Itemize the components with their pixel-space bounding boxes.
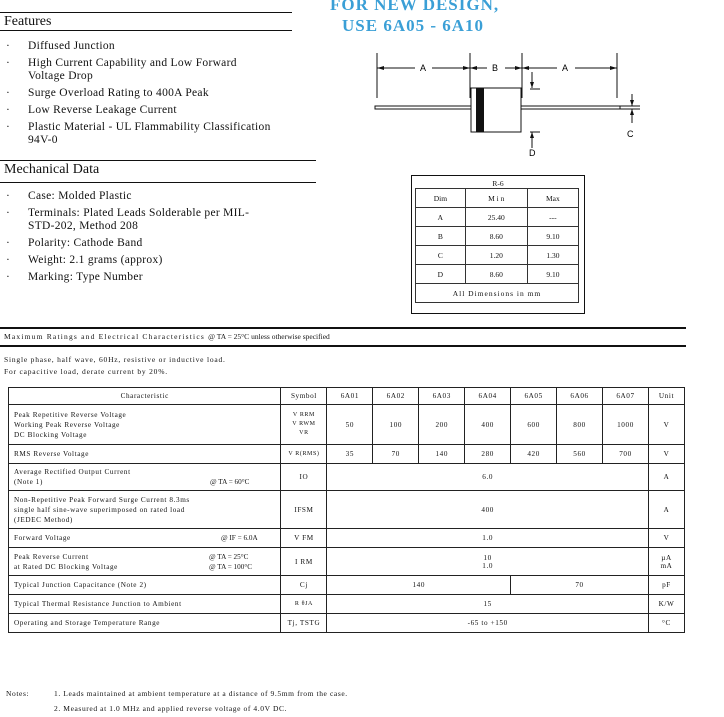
notes-line [6, 686, 348, 701]
unit-cell: V [648, 529, 684, 548]
dimensions-table [411, 175, 585, 314]
table-header-row [9, 388, 685, 405]
dim-cell: 9.10 [527, 227, 578, 246]
features-item: · Diffused Junction [4, 40, 274, 53]
characteristic-text: at Rated DC Blocking Voltage [14, 562, 118, 571]
symbol-cell: IO [281, 464, 327, 491]
symbol-cell: Cj [281, 576, 327, 595]
mechanical-item: · Marking: Type Number [4, 271, 254, 284]
symbol-text: V RWM [292, 421, 316, 427]
value-cell [327, 548, 649, 576]
features-list [4, 40, 274, 151]
dim-cell: D [416, 265, 466, 284]
symbol-cell [281, 405, 327, 445]
value-cell: -65 to +150 [327, 614, 649, 633]
value-cell: 70 [373, 445, 419, 464]
characteristic-text: (JEDEC Method) [14, 515, 73, 524]
ratings-condition: @ TA = 25°C unless otherwise specified [208, 332, 330, 341]
dim-cell: 1.30 [527, 246, 578, 265]
characteristic-text: (Note 1) [14, 478, 43, 486]
characteristic-text: Forward Voltage [14, 534, 71, 542]
value-cell: 600 [511, 405, 557, 445]
header-symbol: Symbol [281, 388, 327, 405]
new-design-notice [330, 0, 499, 36]
header-part: 6A05 [511, 388, 557, 405]
unit-cell: V [648, 445, 684, 464]
characteristic-line [14, 552, 278, 562]
characteristic-text: Peak Reverse Current [14, 552, 89, 561]
symbol-cell: I RM [281, 548, 327, 576]
features-title: Features [4, 14, 52, 29]
dim-cell: 9.10 [527, 265, 578, 284]
value-cell: 15 [327, 595, 649, 614]
value-cell: 35 [327, 445, 373, 464]
value-cell: 420 [511, 445, 557, 464]
mechanical-item: · Case: Molded Plastic [4, 190, 254, 203]
table-row [9, 548, 685, 576]
characteristic-line [14, 477, 278, 487]
symbol-cell: V FM [281, 529, 327, 548]
symbol-text: VR [299, 430, 309, 436]
unit-cell: K/W [648, 595, 684, 614]
mechanical-item: · Polarity: Cathode Band [4, 237, 254, 250]
dim-label-a: A [420, 63, 427, 73]
dim-cell: 25.40 [465, 208, 527, 227]
table-row [9, 529, 685, 548]
value-cell: 140 [419, 445, 465, 464]
features-item: · Low Reverse Leakage Current [4, 104, 274, 117]
unit-cell: V [648, 405, 684, 445]
note-2: 2. Measured at 1.0 MHz and applied reverse voltage of 4.0V DC. [54, 704, 288, 713]
header-part: 6A01 [327, 388, 373, 405]
condition-text: @ TA = 25°C [209, 552, 249, 561]
symbol-cell: Tj, TSTG [281, 614, 327, 633]
characteristic-text: single half sine-wave superimposed on rated load [14, 505, 185, 514]
value-cell: 560 [557, 445, 603, 464]
characteristic-line [14, 562, 278, 572]
unit-cell [648, 548, 684, 576]
characteristic-text: Average Rectified Output Current [14, 468, 131, 476]
dim-label-a-right: A [562, 63, 569, 73]
features-item: · Plastic Material - UL Flammability Classification 94V-0 [4, 121, 274, 147]
symbol-text: V RRM [292, 412, 315, 418]
value-cell: 400 [465, 405, 511, 445]
condition-text: @ IF = 6.0A [221, 534, 258, 542]
note-1: 1. Leads maintained at ambient temperature at a distance of 9.5mm from the case. [54, 689, 348, 698]
ratings-title [4, 332, 330, 341]
dim-cell: 1.20 [465, 246, 527, 265]
value-cell: 280 [465, 445, 511, 464]
dimensions-footer: All Dimensions in mm [416, 284, 579, 303]
characteristic-cell [9, 529, 281, 548]
electrical-characteristics-table [8, 387, 685, 633]
symbol-cell: V R(RMS) [281, 445, 327, 464]
features-item: · Surge Overload Rating to 400A Peak [4, 87, 274, 100]
value-cell: 50 [327, 405, 373, 445]
unit-cell: °C [648, 614, 684, 633]
characteristic-cell [9, 405, 281, 445]
features-item: · High Current Capability and Low Forward Voltage Drop [4, 57, 274, 83]
value-cell: 700 [603, 445, 649, 464]
notes-section [6, 686, 348, 716]
characteristic-cell [9, 491, 281, 529]
dim-label-c: C [627, 129, 634, 139]
unit-text: mA [660, 561, 673, 570]
table-row [9, 576, 685, 595]
dim-cell: C [416, 246, 466, 265]
value-cell: 100 [373, 405, 419, 445]
value-text: 1.0 [482, 561, 494, 570]
characteristic-text: Peak Repetitive Reverse Voltage [14, 410, 127, 419]
mechanical-title: Mechanical Data [4, 162, 100, 177]
dim-cell: --- [527, 208, 578, 227]
characteristic-text: Working Peak Reverse Voltage [14, 420, 120, 429]
value-text: 10 [483, 553, 492, 562]
mechanical-item: · Weight: 2.1 grams (approx) [4, 254, 254, 267]
dim-cell: A [416, 208, 466, 227]
dim-cell: B [416, 227, 466, 246]
notes-line [6, 701, 288, 716]
mechanical-list [4, 190, 254, 288]
unit-cell: A [648, 464, 684, 491]
dim-cell: 8.60 [465, 227, 527, 246]
dimensions-package-name: R-6 [492, 179, 504, 188]
dim-label-d: D [529, 148, 536, 158]
table-row [9, 445, 685, 464]
ratings-title-text: Maximum Ratings and Electrical Characteristics [4, 332, 205, 341]
characteristic-cell: Typical Thermal Resistance Junction to Ambient [9, 595, 281, 614]
characteristic-text: Non-Repetitive Peak Forward Surge Current 8.3ms [14, 495, 190, 504]
unit-cell: A [648, 491, 684, 529]
header-part: 6A06 [557, 388, 603, 405]
characteristic-cell: Operating and Storage Temperature Range [9, 614, 281, 633]
characteristic-cell [9, 464, 281, 491]
notes-label: Notes: [6, 689, 30, 698]
value-cell: 140 [327, 576, 511, 595]
header-part: 6A04 [465, 388, 511, 405]
value-cell: 1.0 [327, 529, 649, 548]
dim-label-b: B [492, 63, 499, 73]
package-outline-diagram [370, 48, 660, 168]
condition-text: @ TA = 100°C [209, 562, 252, 571]
unit-text: µA [661, 553, 672, 562]
header-characteristic: Characteristic [9, 388, 281, 405]
characteristic-cell: Typical Junction Capacitance (Note 2) [9, 576, 281, 595]
characteristic-text: DC Blocking Voltage [14, 430, 88, 439]
value-cell: 800 [557, 405, 603, 445]
notice-line-2: USE 6A05 - 6A10 [342, 16, 485, 35]
ratings-note-1: Single phase, half wave, 60Hz, resistive or inductive load. [4, 355, 226, 364]
header-part: 6A02 [373, 388, 419, 405]
table-row [9, 614, 685, 633]
header-part: 6A03 [419, 388, 465, 405]
dim-header: Dim [416, 189, 466, 208]
symbol-cell: IFSM [281, 491, 327, 529]
value-cell: 70 [511, 576, 649, 595]
header-unit: Unit [648, 388, 684, 405]
value-cell: 200 [419, 405, 465, 445]
table-row [9, 405, 685, 445]
ratings-notes [4, 354, 226, 378]
header-part: 6A07 [603, 388, 649, 405]
symbol-cell: R θJA [281, 595, 327, 614]
dim-header: M i n [465, 189, 527, 208]
value-cell: 1000 [603, 405, 649, 445]
table-row [9, 464, 685, 491]
value-cell: 400 [327, 491, 649, 529]
characteristic-cell [9, 548, 281, 576]
mechanical-item: · Terminals: Plated Leads Solderable per MIL-STD-202, Method 208 [4, 207, 254, 233]
ratings-note-2: For capacitive load, derate current by 20%. [4, 367, 168, 376]
table-row [9, 595, 685, 614]
unit-cell: pF [648, 576, 684, 595]
value-cell: 6.0 [327, 464, 649, 491]
notice-line-1: FOR NEW DESIGN, [330, 0, 500, 14]
dim-cell: 8.60 [465, 265, 527, 284]
dim-header: Max [527, 189, 578, 208]
condition-text: @ TA = 60°C [210, 478, 250, 486]
characteristic-cell: RMS Reverse Voltage [9, 445, 281, 464]
table-row [9, 491, 685, 529]
